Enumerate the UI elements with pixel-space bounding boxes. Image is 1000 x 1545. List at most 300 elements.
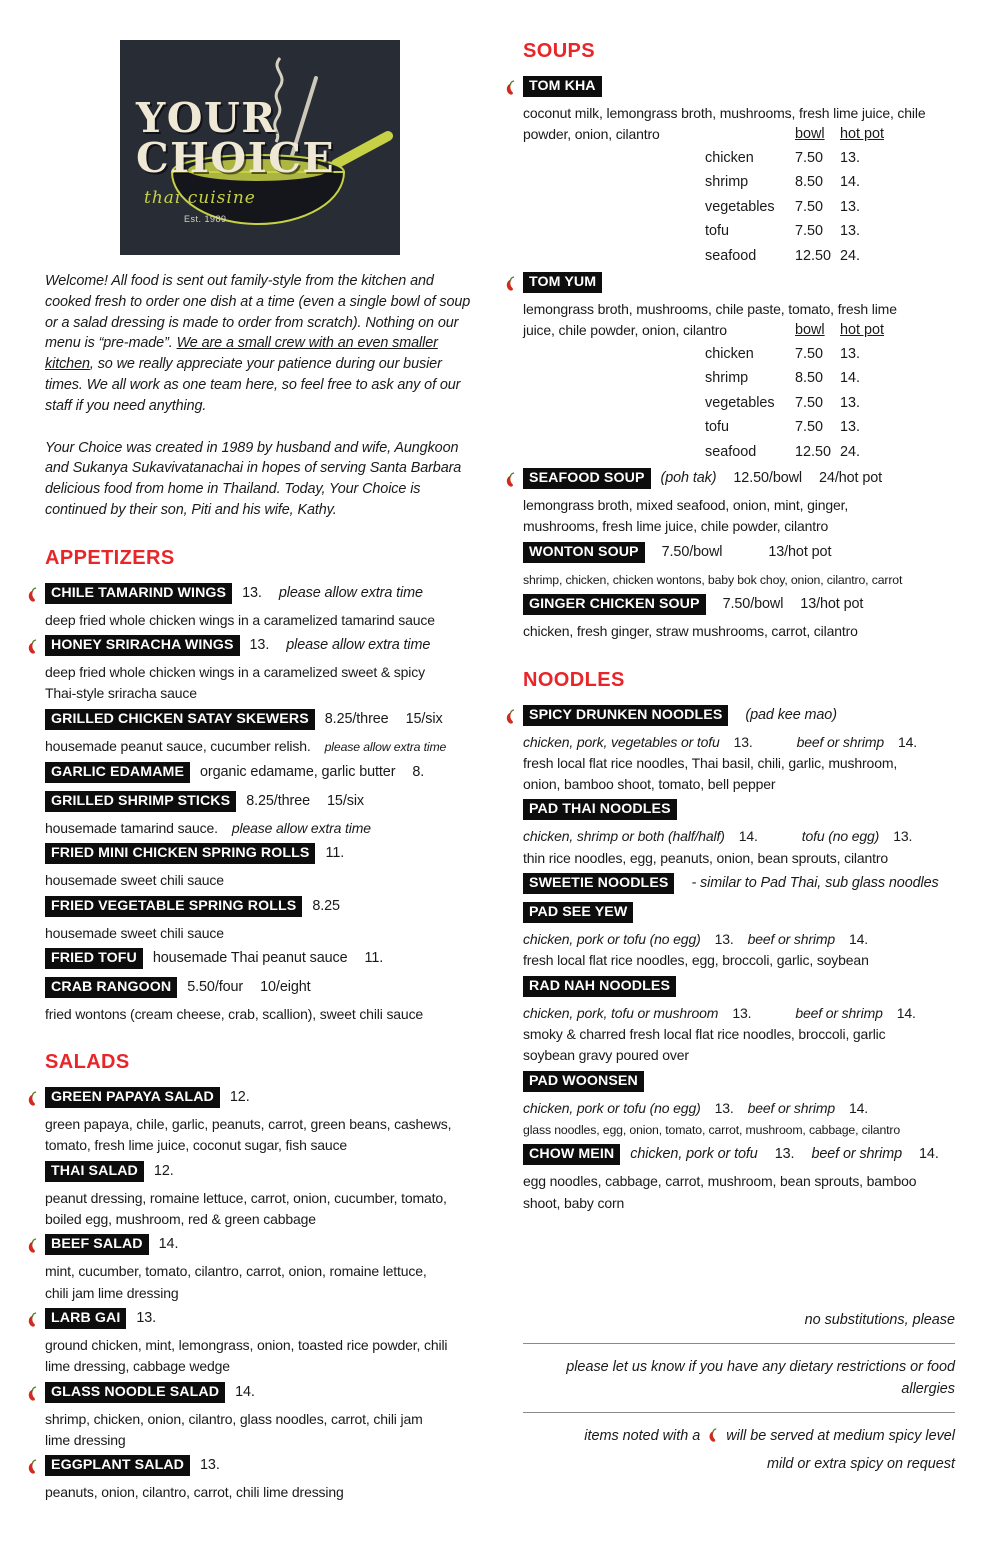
item-description-line xyxy=(45,1209,482,1230)
item-description-line xyxy=(523,1003,955,1024)
item-name: PAD WOONSEN xyxy=(523,1071,644,1092)
item-desc-text: chicken, pork, tofu or mushroom xyxy=(523,1004,719,1021)
menu-item xyxy=(523,873,955,898)
menu-item xyxy=(523,1071,955,1141)
item-desc-text: 13. xyxy=(714,931,734,948)
variant-name: vegetables xyxy=(705,198,775,215)
variant-price: 24. xyxy=(840,443,861,460)
item-head-row xyxy=(523,1144,955,1169)
menu-item xyxy=(523,799,955,869)
item-head-text: 14. xyxy=(919,1146,939,1163)
footer-notes xyxy=(523,1309,955,1475)
price-column-header: bowl xyxy=(795,322,825,339)
menu-item xyxy=(45,977,482,1025)
logo-title xyxy=(136,94,336,183)
item-desc-text: 13. xyxy=(733,733,753,750)
item-desc-text: tomato, fresh lime juice, coconut sugar, fish sauce xyxy=(45,1137,348,1154)
price-table-row xyxy=(705,219,955,244)
item-name: EGGPLANT SALAD xyxy=(45,1455,190,1476)
variant-price: 24. xyxy=(840,247,861,264)
item-description-line xyxy=(523,1098,955,1119)
menu-item xyxy=(45,1382,482,1452)
item-desc-text: chicken, pork or tofu (no egg) xyxy=(523,931,701,948)
item-desc-text: chicken, fresh ginger, straw mushrooms, carrot, cilantro xyxy=(523,623,858,640)
item-desc-text: 14. xyxy=(738,828,758,845)
variant-name: seafood xyxy=(705,247,757,264)
item-description-line xyxy=(45,610,482,631)
variant-name: tofu xyxy=(705,223,730,240)
chili-icon xyxy=(504,708,517,725)
item-description-line xyxy=(523,950,955,971)
item-desc-text: egg noodles, cabbage, carrot, mushroom, bean sprouts, bamboo xyxy=(523,1173,917,1190)
item-name: SWEETIE NOODLES xyxy=(523,873,674,894)
item-head-row xyxy=(45,1161,482,1186)
item-description-line xyxy=(523,1171,955,1192)
item-desc-text: housemade sweet chili sauce xyxy=(45,924,224,941)
price-table-row xyxy=(705,366,955,391)
item-name: PAD THAI NOODLES xyxy=(523,799,677,820)
item-desc-text: 14. xyxy=(898,733,918,750)
item-description-line xyxy=(523,103,955,124)
variant-name: seafood xyxy=(705,443,757,460)
chili-icon xyxy=(26,1385,39,1402)
item-description-line xyxy=(523,732,955,753)
price-table-row xyxy=(705,146,955,171)
item-head-row xyxy=(523,1071,955,1096)
item-head-text: housemade Thai peanut sauce xyxy=(152,949,348,966)
item-head-text: organic edamame, garlic butter xyxy=(200,763,396,780)
item-head-text: 15/six xyxy=(327,792,365,809)
item-description-line xyxy=(45,818,482,839)
item-desc-text: onion, bamboo shoot, tomato, bell pepper xyxy=(523,776,776,793)
variant-price: 8.50 xyxy=(795,174,824,191)
restaurant-logo xyxy=(120,40,400,255)
item-head-text: 11. xyxy=(325,845,345,862)
item-head-text: 7.50/bowl xyxy=(722,596,784,613)
item-desc-text: peanut dressing, romaine lettuce, carrot, onion, cucumber, tomato, xyxy=(45,1189,447,1206)
item-desc-text: housemade sweet chili sauce xyxy=(45,872,224,889)
item-desc-text: chicken, pork or tofu (no egg) xyxy=(523,1099,701,1116)
menu-item xyxy=(523,705,955,796)
spicy-note-pre: items noted with a xyxy=(584,1427,701,1444)
section-heading: APPETIZERS xyxy=(45,546,175,569)
logo-established: Est. 1989 xyxy=(184,214,227,224)
item-desc-text: 14. xyxy=(896,1004,916,1021)
item-name: GREEN PAPAYA SALAD xyxy=(45,1087,220,1108)
item-desc-text: ground chicken, mint, lemongrass, onion, toasted rice powder, chili xyxy=(45,1336,448,1353)
price-table-header xyxy=(523,124,955,145)
section-heading: SALADS xyxy=(45,1051,130,1074)
item-desc-text: housemade peanut sauce, cucumber relish. xyxy=(45,737,311,754)
item-desc-text: shoot, baby corn xyxy=(523,1194,625,1211)
variant-price: 12.50 xyxy=(795,443,832,460)
left-sections xyxy=(45,547,482,1504)
item-description-line xyxy=(523,516,955,537)
item-name: TOM YUM xyxy=(523,272,602,293)
menu-item xyxy=(45,1308,482,1378)
item-head-text: (pad kee mao) xyxy=(745,706,837,723)
item-head-text: 12.50/bowl xyxy=(733,470,803,487)
variant-price: 14. xyxy=(840,174,861,191)
menu-item xyxy=(523,76,955,268)
item-desc-text: chili jam lime dressing xyxy=(45,1284,179,1301)
menu-item xyxy=(523,1144,955,1214)
item-head-text: 14. xyxy=(158,1236,179,1253)
item-desc-text: powder, onion, cilantro xyxy=(523,126,660,143)
item-head-row xyxy=(523,705,955,730)
item-head-text: chicken, pork or tofu xyxy=(630,1146,758,1163)
spicy-note-post: will be served at medium spicy level xyxy=(726,1427,955,1444)
no-substitutions-note: no substitutions, please xyxy=(804,1311,955,1328)
logo-title-line1: YOUR xyxy=(136,94,277,142)
menu-item xyxy=(523,468,955,538)
variant-price: 7.50 xyxy=(795,198,824,215)
item-description-line xyxy=(45,1335,482,1356)
item-head-text: - similar to Pad Thai, sub glass noodles xyxy=(691,875,939,892)
item-desc-text: chicken, pork, vegetables or tofu xyxy=(523,733,720,750)
item-head-row xyxy=(45,791,482,816)
price-table-row xyxy=(705,440,955,465)
variant-price: 8.50 xyxy=(795,370,824,387)
item-description-line xyxy=(523,569,955,591)
item-description-line xyxy=(45,1135,482,1156)
item-name: GRILLED CHICKEN SATAY SKEWERS xyxy=(45,709,315,730)
item-head-row xyxy=(45,635,482,660)
item-head-text: 13. xyxy=(242,584,262,601)
intro-paragraph-2: Your Choice was created in 1989 by husband and wife, Aungkoon and Sukanya Sukavivatanachai in hopes of serving Santa Barbara delicious food from home in Thailand. Today, Your Choice is continued by their son, Piti and his wife, Kathy. xyxy=(45,439,462,518)
item-head-row xyxy=(45,583,482,608)
item-description-line xyxy=(45,870,482,891)
item-desc-text: 13. xyxy=(893,828,913,845)
menu-item xyxy=(523,542,955,591)
item-desc-text: 13. xyxy=(714,1099,734,1116)
item-name: GARLIC EDAMAME xyxy=(45,762,190,783)
item-head-row xyxy=(45,948,482,973)
item-head-text: 15/six xyxy=(405,710,443,727)
item-desc-text: glass noodles, egg, onion, tomato, carrot, mushroom, cabbage, cilantro xyxy=(523,1122,901,1137)
variant-name: vegetables xyxy=(705,394,775,411)
item-name: FRIED MINI CHICKEN SPRING ROLLS xyxy=(45,843,315,864)
item-desc-text: juice, chile powder, onion, cilantro xyxy=(523,322,727,339)
item-head-row xyxy=(45,977,482,1002)
variant-price: 7.50 xyxy=(795,223,824,240)
item-desc-text: fresh local flat rice noodles, egg, broccoli, garlic, soybean xyxy=(523,952,869,969)
item-head-text: (poh tak) xyxy=(660,470,717,487)
item-head-row xyxy=(45,1087,482,1112)
item-name: THAI SALAD xyxy=(45,1161,144,1182)
variant-price: 7.50 xyxy=(795,345,824,362)
item-head-text: 11. xyxy=(364,949,384,966)
item-desc-text: shrimp, chicken, onion, cilantro, glass noodles, carrot, chili jam xyxy=(45,1410,423,1427)
menu-section-appetizers xyxy=(45,547,482,1025)
item-description-line xyxy=(523,1119,955,1141)
item-name: BEEF SALAD xyxy=(45,1234,149,1255)
variant-price: 13. xyxy=(840,345,861,362)
item-name: SEAFOOD SOUP xyxy=(523,468,651,489)
chili-icon xyxy=(26,1311,39,1328)
item-desc-text: green papaya, chile, garlic, peanuts, carrot, green beans, cashews, xyxy=(45,1116,452,1133)
item-desc-text: thin rice noodles, egg, peanuts, onion, bean sprouts, cilantro xyxy=(523,849,889,866)
price-column-header: hot pot xyxy=(840,322,885,339)
item-description-line xyxy=(45,1114,482,1135)
item-desc-text: lime dressing xyxy=(45,1431,126,1448)
right-column xyxy=(523,40,955,1475)
left-column xyxy=(45,40,482,1507)
item-desc-text: lime dressing, cabbage wedge xyxy=(45,1358,230,1375)
item-head-text: 14. xyxy=(235,1383,255,1400)
item-head-text: 12. xyxy=(229,1089,250,1106)
item-head-text: 7.50/bowl xyxy=(661,543,723,560)
item-description-line xyxy=(523,1024,955,1045)
item-head-text: 24/hot pot xyxy=(819,470,883,487)
item-description-line xyxy=(45,923,482,944)
chili-icon xyxy=(26,1458,39,1475)
section-heading: NOODLES xyxy=(523,668,625,691)
variant-price: 13. xyxy=(840,223,861,240)
item-head-row xyxy=(523,594,955,619)
item-description-line xyxy=(45,662,482,683)
menu-item xyxy=(523,272,955,464)
item-head-text: 13. xyxy=(249,637,270,654)
chili-icon xyxy=(707,1427,719,1450)
item-name: GINGER CHICKEN SOUP xyxy=(523,594,706,615)
variant-price: 14. xyxy=(840,370,861,387)
item-description-line xyxy=(45,736,482,758)
item-name: CRAB RANGOON xyxy=(45,977,177,998)
item-head-row xyxy=(45,1382,482,1407)
item-description-line xyxy=(45,1356,482,1377)
item-description-line xyxy=(523,1045,955,1066)
item-head-row xyxy=(523,902,955,927)
item-head-row xyxy=(523,272,955,297)
item-head-row xyxy=(523,542,955,567)
item-head-text: 13. xyxy=(136,1309,157,1326)
variant-name: shrimp xyxy=(705,370,749,387)
menu-item xyxy=(523,976,955,1067)
divider xyxy=(523,1343,955,1344)
item-name: CHILE TAMARIND WINGS xyxy=(45,583,232,604)
item-head-row xyxy=(523,468,955,493)
item-head-text: 13/hot pot xyxy=(800,596,864,613)
menu-item xyxy=(45,1087,482,1157)
variant-price: 7.50 xyxy=(795,419,824,436)
item-desc-text: beef or shrimp xyxy=(747,931,836,948)
item-head-row xyxy=(523,873,955,898)
logo-title-line2: CHOICE xyxy=(136,134,336,183)
price-table-row xyxy=(705,170,955,195)
dietary-restrictions-note: please let us know if you have any dietary restrictions or food allergies xyxy=(566,1358,955,1397)
variant-price: 7.50 xyxy=(795,394,824,411)
item-head-text: 13. xyxy=(774,1146,795,1163)
chili-icon xyxy=(26,638,39,655)
item-desc-text: smoky & charred fresh local flat rice noodles, broccoli, garlic xyxy=(523,1025,886,1042)
item-desc-text: lemongrass broth, mushrooms, chile paste, tomato, fresh lime xyxy=(523,301,897,318)
item-description-line xyxy=(45,1409,482,1430)
variant-price: 13. xyxy=(840,419,861,436)
item-desc-text: deep fried whole chicken wings in a caramelized tamarind sauce xyxy=(45,611,435,628)
item-head-text: 13/hot pot xyxy=(768,543,832,560)
variant-price: 13. xyxy=(840,149,861,166)
item-head-row xyxy=(523,76,955,101)
menu-item xyxy=(45,1234,482,1304)
item-head-text: please allow extra time xyxy=(278,584,423,601)
item-description-line xyxy=(523,929,955,950)
item-desc-text: housemade tamarind sauce. xyxy=(45,819,218,836)
variant-price: 13. xyxy=(840,394,861,411)
intro-text: , so we really appreciate your patience during our busier times. We all work as one team here, so feel free to ask any of our staff if you need anything. xyxy=(45,356,461,414)
item-head-text: beef or shrimp xyxy=(811,1146,903,1163)
price-table-row xyxy=(705,415,955,440)
spice-level-note: mild or extra spicy on request xyxy=(767,1455,955,1472)
item-name: HONEY SRIRACHA WINGS xyxy=(45,635,240,656)
item-description-line xyxy=(45,1261,482,1282)
variant-price: 7.50 xyxy=(795,149,824,166)
chili-icon xyxy=(26,1237,39,1254)
menu-item xyxy=(523,594,955,642)
item-description-line xyxy=(45,1430,482,1451)
menu-item xyxy=(45,709,482,758)
menu-item xyxy=(45,1161,482,1231)
variant-name: tofu xyxy=(705,419,730,436)
item-desc-text: mushrooms, fresh lime juice, chile powder, cilantro xyxy=(523,518,829,535)
item-desc-text: coconut milk, lemongrass broth, mushrooms, fresh lime juice, chile xyxy=(523,105,926,121)
chili-icon xyxy=(26,586,39,603)
item-name: RAD NAH NOODLES xyxy=(523,976,676,997)
chili-icon xyxy=(504,471,517,488)
menu-item xyxy=(45,896,482,944)
item-head-row xyxy=(523,799,955,824)
item-description-line xyxy=(45,1004,482,1025)
price-table-row xyxy=(705,391,955,416)
menu-item xyxy=(45,791,482,839)
price-column-header: bowl xyxy=(795,126,825,143)
item-desc-text: please allow extra time xyxy=(324,739,447,754)
item-desc-text: tofu (no egg) xyxy=(801,828,880,845)
item-head-row xyxy=(45,1308,482,1333)
item-description-line xyxy=(45,683,482,704)
item-name: PAD SEE YEW xyxy=(523,902,633,923)
item-head-text: 10/eight xyxy=(260,978,311,995)
item-desc-text: beef or shrimp xyxy=(747,1099,836,1116)
item-head-text: 8.25 xyxy=(312,897,340,914)
item-desc-text: fried wontons (cream cheese, crab, scallion), sweet chili sauce xyxy=(45,1005,424,1022)
item-description-line xyxy=(523,753,955,774)
divider xyxy=(523,1412,955,1413)
menu-item xyxy=(45,762,482,787)
wok-handle-icon xyxy=(336,136,388,164)
menu-section-soups xyxy=(523,40,955,643)
item-head-text: 13. xyxy=(200,1457,220,1474)
item-head-text: 8. xyxy=(412,763,425,780)
item-desc-text: deep fried whole chicken wings in a caramelized sweet & spicy xyxy=(45,664,425,681)
item-desc-text: 14. xyxy=(849,1099,869,1116)
item-head-text: 12. xyxy=(153,1162,174,1179)
item-description-line xyxy=(523,826,955,847)
item-desc-text: 14. xyxy=(849,931,869,948)
price-table-row xyxy=(705,342,955,367)
variant-name: chicken xyxy=(705,345,754,362)
item-desc-text: 13. xyxy=(732,1004,752,1021)
right-sections xyxy=(523,40,955,1214)
item-desc-text: Thai-style sriracha sauce xyxy=(45,685,197,702)
item-name: CHOW MEIN xyxy=(523,1144,620,1165)
item-description-line xyxy=(523,774,955,795)
chili-icon xyxy=(504,275,517,292)
menu-item xyxy=(45,1455,482,1503)
logo-subtitle: thai cuisine xyxy=(144,188,256,208)
intro-text: Welcome! All food is sent out family-style from the kitchen and cooked fresh to order one dish at a time (even a single bowl of soup or a salad dressing is made to order from scratch). Nothing on our menu is “pre-made”. xyxy=(45,273,471,352)
price-table-row xyxy=(705,244,955,269)
item-description-line xyxy=(523,299,955,320)
menu-item xyxy=(523,902,955,972)
menu-item xyxy=(45,583,482,631)
intro-paragraph-1 xyxy=(45,271,482,417)
item-desc-text: boiled egg, mushroom, red & green cabbage xyxy=(45,1211,316,1228)
item-desc-text: beef or shrimp xyxy=(795,1004,883,1021)
item-description-line xyxy=(45,1283,482,1304)
item-desc-text: beef or shrimp xyxy=(796,733,885,750)
item-head-text: 5.50/four xyxy=(187,978,244,995)
item-head-row xyxy=(45,1455,482,1480)
variant-name: shrimp xyxy=(705,174,749,191)
chili-icon xyxy=(504,79,517,96)
spicy-items-note xyxy=(523,1425,955,1450)
item-head-row xyxy=(523,976,955,1001)
variant-name: chicken xyxy=(705,149,754,166)
item-desc-text: soybean gravy poured over xyxy=(523,1047,689,1064)
item-description-line xyxy=(523,495,955,516)
item-desc-text: chicken, shrimp or both (half/half) xyxy=(523,828,725,845)
item-desc-text: fresh local flat rice noodles, Thai basil, chili, garlic, mushroom, xyxy=(523,754,898,771)
item-description-line xyxy=(45,1482,482,1503)
section-heading: SOUPS xyxy=(523,40,596,62)
menu-item xyxy=(45,635,482,705)
item-name: FRIED VEGETABLE SPRING ROLLS xyxy=(45,896,302,917)
item-desc-text: shrimp, chicken, chicken wontons, baby bok choy, onion, cilantro, carrot xyxy=(523,572,903,587)
chili-icon xyxy=(26,1090,39,1107)
menu-item xyxy=(45,948,482,973)
item-name: SPICY DRUNKEN NOODLES xyxy=(523,705,728,726)
price-table-header xyxy=(523,320,955,341)
intro-underlined-text: We are a small crew with an even smaller kitchen xyxy=(45,335,438,373)
item-head-row xyxy=(45,762,482,787)
item-name: WONTON SOUP xyxy=(523,542,645,563)
price-table-row xyxy=(705,195,955,220)
item-desc-text: please allow extra time xyxy=(231,819,371,836)
item-name: GLASS NOODLE SALAD xyxy=(45,1382,225,1403)
item-head-row xyxy=(45,843,482,868)
item-description-line xyxy=(523,1193,955,1214)
item-description-line xyxy=(523,621,955,642)
item-name: LARB GAI xyxy=(45,1308,126,1329)
price-column-header: hot pot xyxy=(840,126,885,143)
menu-section-salads xyxy=(45,1051,482,1503)
item-name: FRIED TOFU xyxy=(45,948,143,969)
menu-section-noodles xyxy=(523,669,955,1214)
item-head-text: please allow extra time xyxy=(286,637,431,654)
item-head-row xyxy=(45,896,482,921)
item-head-text: 8.25/three xyxy=(246,792,311,809)
variant-price: 12.50 xyxy=(795,247,832,264)
item-desc-text: mint, cucumber, tomato, cilantro, carrot, onion, romaine lettuce, xyxy=(45,1263,427,1280)
menu-item xyxy=(45,843,482,891)
item-desc-text: peanuts, onion, cilantro, carrot, chili lime dressing xyxy=(45,1484,344,1501)
item-head-row xyxy=(45,709,482,734)
item-desc-text: lemongrass broth, mixed seafood, onion, mint, ginger, xyxy=(523,497,849,514)
item-description-line xyxy=(45,1188,482,1209)
item-head-text: 8.25/three xyxy=(324,710,389,727)
item-name: GRILLED SHRIMP STICKS xyxy=(45,791,236,812)
